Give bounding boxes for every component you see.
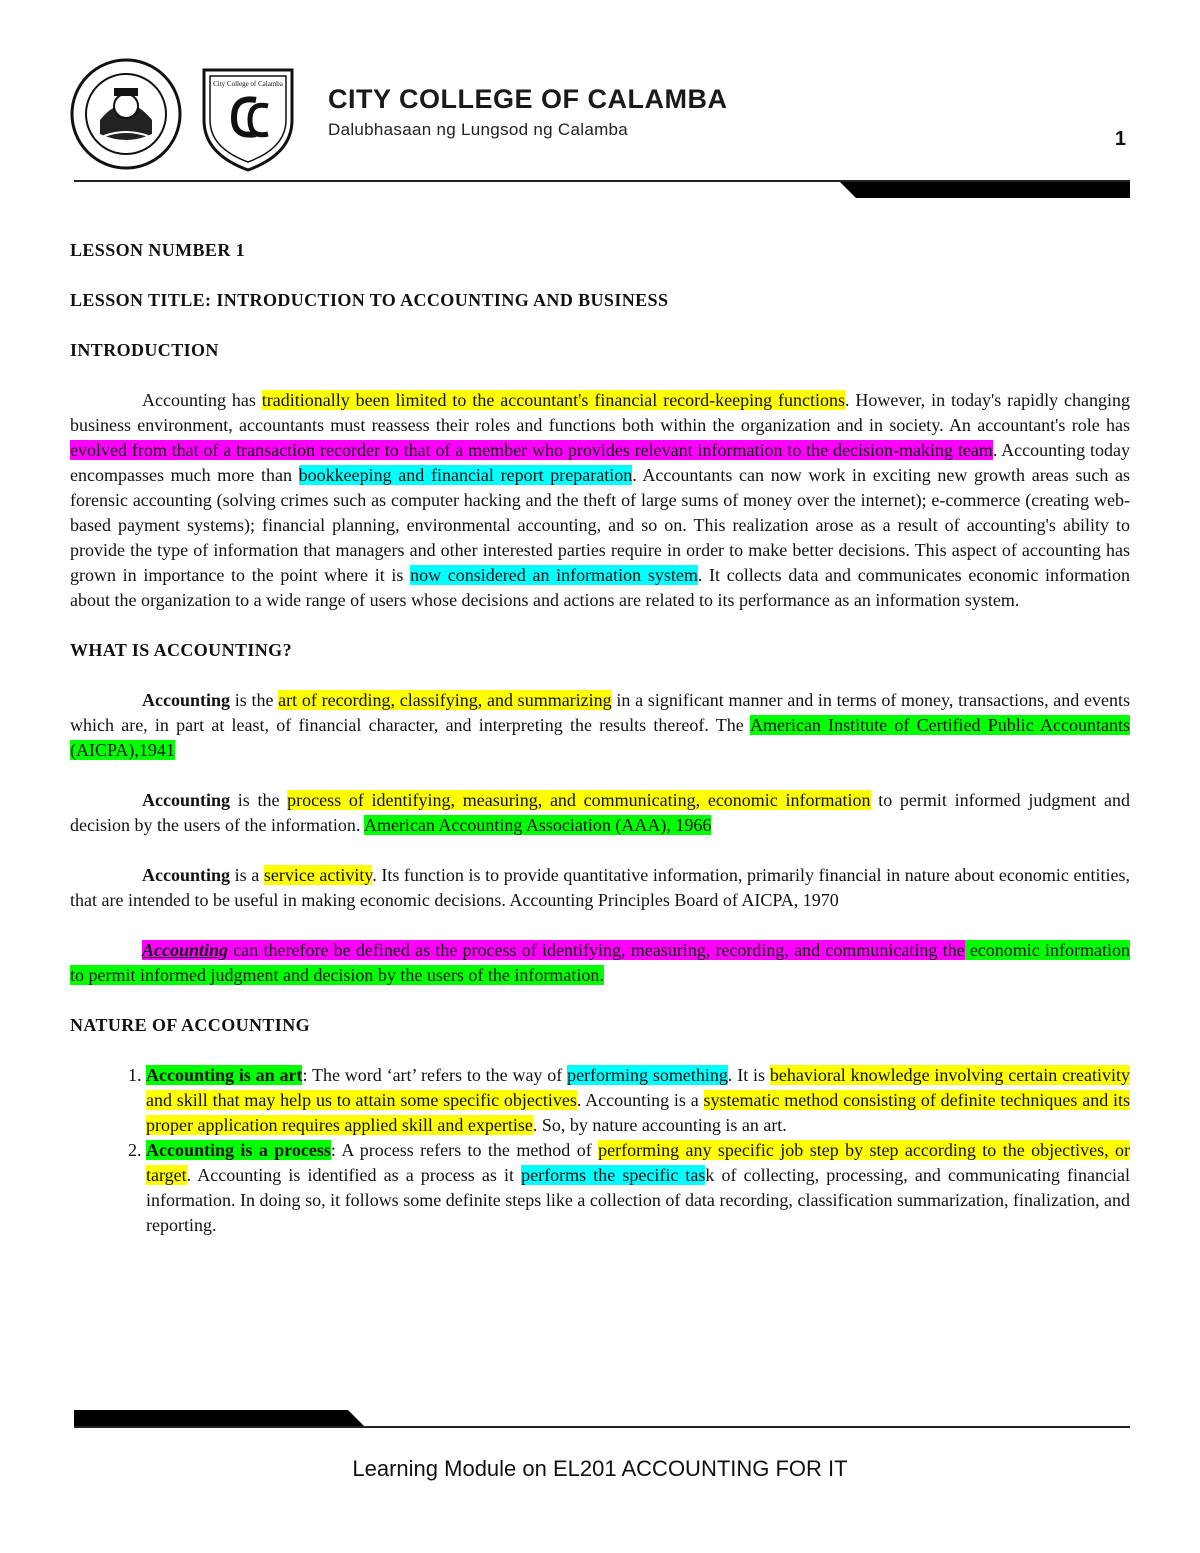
introduction-paragraph bbox=[70, 388, 1130, 613]
highlight-cyan: bookkeeping and financial report preparation bbox=[298, 465, 633, 485]
lesson-number: LESSON NUMBER 1 bbox=[70, 240, 246, 260]
definition-term: Accounting bbox=[142, 790, 231, 810]
what-is-accounting-heading: WHAT IS ACCOUNTING? bbox=[70, 640, 292, 660]
text-run: in a significant manner and in terms of money, transactions, and events which are, in part at least, of financial character, and interpreting the results thereof. The bbox=[70, 690, 1130, 735]
text-run: is a bbox=[230, 865, 264, 885]
highlight-cyan: now considered an information system bbox=[410, 565, 698, 585]
college-crest-logo bbox=[198, 62, 298, 174]
highlight-yellow: behavioral knowledge involving certain creativity and skill that may help us to attain some specific objectives bbox=[146, 1065, 1130, 1110]
highlight-yellow: performing any specific job step by step according to the objectives, or target bbox=[146, 1140, 1130, 1185]
text-run: k of collecting, processing, and communicating financial information. In doing so, it follows some definite steps like a collection of data recording, classification summarization, finalization, and reporting. bbox=[146, 1165, 1130, 1235]
city-seal-logo bbox=[70, 58, 182, 170]
definition-apb bbox=[70, 863, 1130, 913]
page-header bbox=[70, 58, 1130, 198]
text-run: . Its function is to provide quantitative information, primarily financial in nature about economic entities, that are intended to be useful in making economic decisions. Accounting Principles Board of AICPA, 1970 bbox=[70, 865, 1130, 910]
lesson-content bbox=[70, 238, 1130, 1238]
text-run: Accounting has bbox=[142, 390, 262, 410]
definition-aicpa bbox=[70, 688, 1130, 763]
lesson-title: LESSON TITLE: INTRODUCTION TO ACCOUNTING AND BUSINESS bbox=[70, 290, 669, 310]
definition-summary bbox=[70, 938, 1130, 988]
highlight-magenta: evolved from that of a transaction recorder to that of a member who provides relevant information to the decision-making team bbox=[70, 440, 993, 460]
page-number: 1 bbox=[1114, 128, 1126, 150]
definition-aaa bbox=[70, 788, 1130, 838]
svg-text:City College of Calamba: City College of Calamba bbox=[213, 80, 283, 88]
text-run: to permit informed judgment and decision by the users of the information. bbox=[70, 790, 1131, 835]
text-run: is the bbox=[230, 790, 288, 810]
highlight-green-source: American Accounting Association (AAA), 1966 bbox=[363, 815, 712, 835]
nature-of-accounting-heading: NATURE OF ACCOUNTING bbox=[70, 1015, 311, 1035]
text-run: . So, by nature accounting is an art. bbox=[532, 1115, 787, 1135]
list-item bbox=[146, 1063, 1130, 1138]
text-run: . Accounting today encompasses much more than bbox=[70, 440, 1130, 485]
footer-divider bbox=[74, 1410, 1130, 1432]
highlight-cyan: performing something bbox=[567, 1065, 728, 1085]
college-name: CITY COLLEGE OF CALAMBA bbox=[328, 84, 728, 114]
highlight-green: economic information to permit informed judgment and decision by the users of the information. bbox=[70, 940, 1130, 985]
highlight-yellow: art of recording, classifying, and summarizing bbox=[278, 690, 612, 710]
text-run: : The word ‘art’ refers to the way of bbox=[302, 1065, 568, 1085]
text-run: : A process refers to the method of bbox=[330, 1140, 599, 1160]
summary-term: Accounting bbox=[142, 940, 229, 960]
definition-term: Accounting bbox=[142, 865, 231, 885]
highlight-yellow: traditionally been limited to the accountant's financial record-keeping functions bbox=[261, 390, 846, 410]
highlight-magenta bbox=[142, 940, 965, 960]
highlight-yellow: systematic method consisting of definite techniques and its proper application requires applied skill and expertise bbox=[146, 1090, 1130, 1135]
definition-term: Accounting bbox=[142, 690, 231, 710]
text-run: . It collects data and communicates economic information about the organization to a wide range of users whose decisions and actions are related to its performance as an information system. bbox=[70, 565, 1130, 610]
highlight-yellow: process of identifying, measuring, and communicating, economic information bbox=[287, 790, 871, 810]
text-run: . Accounting is a bbox=[576, 1090, 704, 1110]
nature-list bbox=[70, 1063, 1130, 1238]
text-run: . However, in today's rapidly changing business environment, accountants must reassess their roles and functions both within the organization and in society. An accountant's role has bbox=[70, 390, 1130, 435]
list-item-term: Accounting is an art bbox=[146, 1065, 303, 1085]
introduction-heading: INTRODUCTION bbox=[70, 340, 219, 360]
highlight-cyan: performs the specific tas bbox=[521, 1165, 706, 1185]
list-item bbox=[146, 1138, 1130, 1238]
text-run: . Accounting is identified as a process as it bbox=[186, 1165, 522, 1185]
text-run: can therefore be defined as the process of identifying, measuring, recording, and communicating the bbox=[228, 940, 965, 960]
header-divider bbox=[74, 180, 1130, 198]
text-run: . Accountants can now work in exciting new growth areas such as forensic accounting (solving crimes such as computer hacking and the theft of large sums of money over the internet); e-commerce (creating web-based payment systems); financial planning, environmental accounting, and so on. This realization arose as a result of accounting's ability to provide the type of information that managers and other interested parties require in order to make better decisions. This aspect of accounting has grown in importance to the point where it is bbox=[70, 465, 1131, 585]
text-run: . It is bbox=[727, 1065, 770, 1085]
highlight-yellow: service activity bbox=[263, 865, 373, 885]
list-item-term: Accounting is a process bbox=[146, 1140, 331, 1160]
module-title-footer: Learning Module on EL201 ACCOUNTING FOR IT bbox=[352, 1456, 848, 1481]
college-subtitle: Dalubhasaan ng Lungsod ng Calamba bbox=[328, 120, 629, 139]
text-run: is the bbox=[230, 690, 279, 710]
highlight-green-source: American Institute of Certified Public Accountants (AICPA),1941 bbox=[70, 715, 1130, 760]
